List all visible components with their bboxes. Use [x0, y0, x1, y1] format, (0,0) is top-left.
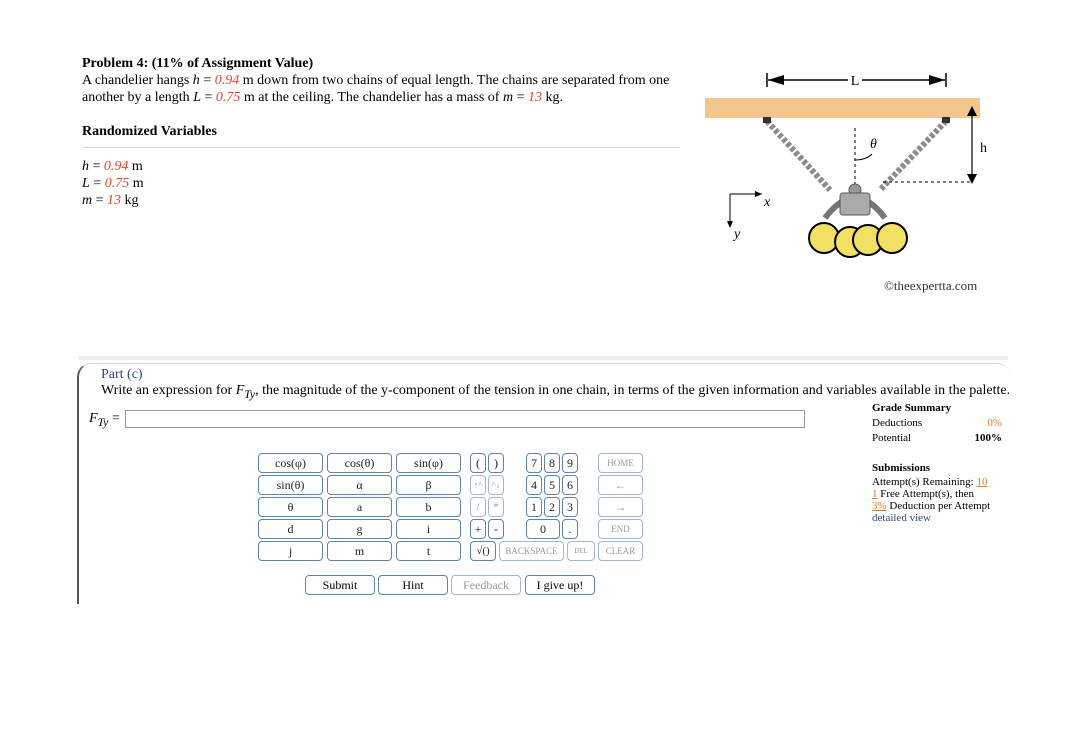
- bulb: [877, 223, 907, 253]
- attempts-remaining: [872, 476, 1002, 488]
- m-value: 13: [527, 90, 542, 105]
- key-decimal[interactable]: .: [562, 519, 578, 539]
- free-attempts-value: 1: [872, 488, 878, 500]
- key-delete[interactable]: DEL: [567, 541, 595, 561]
- key-b[interactable]: b: [396, 497, 461, 517]
- var-value: 13: [107, 193, 122, 208]
- key-raise[interactable]: ↑^: [470, 475, 486, 495]
- var-symbol: h: [82, 159, 89, 174]
- arrowhead: [755, 191, 762, 197]
- chain-mount: [942, 117, 950, 123]
- key-m[interactable]: m: [327, 541, 392, 561]
- problem-text-segment: m down from two chains of equal length. The chains are separated from one: [239, 73, 670, 88]
- hint-button[interactable]: Hint: [378, 575, 448, 595]
- key-right-arrow[interactable]: →: [598, 497, 643, 517]
- key-left-arrow[interactable]: ←: [598, 475, 643, 495]
- key-sin-theta[interactable]: sin(θ): [258, 475, 323, 495]
- equals-sign: =: [513, 90, 528, 105]
- key-0[interactable]: 0: [526, 519, 560, 539]
- feedback-button[interactable]: Feedback: [451, 575, 521, 595]
- bulb: [809, 223, 839, 253]
- answer-input[interactable]: [125, 410, 805, 428]
- problem-statement: [82, 72, 682, 106]
- grade-summary-title: Grade Summary: [872, 402, 952, 414]
- key-minus[interactable]: -: [488, 519, 504, 539]
- arrowhead: [768, 75, 784, 85]
- key-plus[interactable]: +: [470, 519, 486, 539]
- problem-text-segment: A chandelier hangs: [82, 73, 193, 88]
- deductions-row: [872, 417, 1002, 429]
- key-end[interactable]: END: [598, 519, 643, 539]
- free-attempts-label: Free Attempt(s), then: [877, 488, 975, 500]
- submit-button[interactable]: Submit: [305, 575, 375, 595]
- problem-text-segment: kg.: [541, 90, 563, 105]
- key-3[interactable]: 3: [562, 497, 578, 517]
- key-9[interactable]: 9: [562, 453, 578, 473]
- potential-row: [872, 432, 1002, 444]
- label-theta: θ: [870, 137, 877, 152]
- equals-sign: =: [108, 411, 120, 426]
- deductions-label: Deductions: [872, 417, 923, 429]
- key-open-paren[interactable]: (: [470, 453, 486, 473]
- problem-text-segment: m at the ceiling. The chandelier has a mass of: [240, 90, 503, 105]
- var-row-m: m = 13 kg: [82, 193, 139, 208]
- key-g[interactable]: g: [327, 519, 392, 539]
- arrowhead: [727, 221, 733, 228]
- part-label: Part (c): [101, 367, 143, 382]
- problem-line-1: [82, 72, 682, 89]
- key-backspace[interactable]: BACKSPACE: [499, 541, 564, 561]
- var-row-L: L = 0.75 m: [82, 176, 144, 191]
- var-value: 0.75: [104, 176, 130, 191]
- var-unit: kg: [124, 193, 139, 208]
- key-7[interactable]: 7: [526, 453, 542, 473]
- key-beta[interactable]: β: [396, 475, 461, 495]
- key-divide[interactable]: /: [470, 497, 486, 517]
- grade-summary: [872, 402, 1002, 524]
- figure-credit: ©theexpertta.com: [884, 278, 978, 293]
- var-symbol: m: [82, 193, 93, 208]
- key-4[interactable]: 4: [526, 475, 542, 495]
- key-j[interactable]: j: [258, 541, 323, 561]
- description-text: Write an expression for: [101, 383, 236, 398]
- var-symbol: L: [82, 176, 90, 191]
- problem-heading: Problem 4: (11% of Assignment Value): [82, 56, 314, 71]
- label-h: h: [980, 141, 987, 156]
- deductions-value: 0%: [987, 417, 1002, 429]
- var-row-h: h = 0.94 m: [82, 159, 143, 174]
- free-attempts: [872, 488, 1002, 500]
- label-x: x: [764, 195, 771, 210]
- var-unit: m: [132, 176, 144, 191]
- key-clear[interactable]: CLEAR: [598, 541, 643, 561]
- chandelier-body: [840, 193, 870, 215]
- problem-text-segment: another by a length: [82, 90, 194, 105]
- chandelier-figure: [700, 68, 1000, 298]
- section-divider: [78, 356, 1008, 360]
- equals-sign: =: [200, 90, 216, 105]
- label-L: L: [850, 74, 860, 89]
- key-1[interactable]: 1: [526, 497, 542, 517]
- chain-mount: [763, 117, 771, 123]
- deduction-value: 3%: [872, 500, 887, 512]
- key-a[interactable]: a: [327, 497, 392, 517]
- L-value: 0.75: [215, 90, 241, 105]
- potential-value: 100%: [974, 432, 1002, 444]
- randomized-variables-heading: Randomized Variables: [82, 124, 217, 139]
- key-5[interactable]: 5: [544, 475, 560, 495]
- ceiling: [705, 98, 980, 118]
- key-cos-theta[interactable]: cos(θ): [327, 453, 392, 473]
- key-sin-phi[interactable]: sin(φ): [396, 453, 461, 473]
- key-cos-phi[interactable]: cos(φ): [258, 453, 323, 473]
- submissions-title: Submissions: [872, 462, 931, 474]
- problem-line-2: [82, 89, 682, 106]
- force-subscript: Ty: [244, 387, 256, 401]
- key-6[interactable]: 6: [562, 475, 578, 495]
- label-y: y: [734, 227, 741, 242]
- arrowhead: [929, 75, 945, 85]
- description-text: , the magnitude of the y-component of the tension in one chain, in terms of the given information and variables available in the palette.: [255, 383, 1011, 398]
- chain-right: [880, 121, 946, 190]
- key-d[interactable]: d: [258, 519, 323, 539]
- force-subscript: Ty: [97, 415, 109, 429]
- chain-left: [767, 121, 830, 190]
- h-value: 0.94: [214, 73, 240, 88]
- equals-sign: =: [199, 73, 215, 88]
- deduction-label: Deduction per Attempt: [886, 500, 991, 512]
- force-symbol: F: [89, 411, 98, 426]
- theta-arc: [855, 154, 872, 160]
- attempts-remaining-label: Attempt(s) Remaining:: [872, 476, 977, 488]
- var-L-symbol: L: [193, 90, 201, 105]
- var-value: 0.94: [103, 159, 129, 174]
- key-lower[interactable]: ^↓: [488, 475, 504, 495]
- potential-label: Potential: [872, 432, 912, 444]
- var-m-symbol: m: [502, 90, 514, 105]
- divider: [82, 147, 680, 148]
- var-h-symbol: h: [192, 73, 200, 88]
- force-symbol: F: [235, 383, 245, 398]
- key-2[interactable]: 2: [544, 497, 560, 517]
- key-t[interactable]: t: [396, 541, 461, 561]
- key-8[interactable]: 8: [544, 453, 560, 473]
- give-up-button[interactable]: I give up!: [525, 575, 595, 595]
- deduction-per-attempt: [872, 500, 1002, 512]
- key-i[interactable]: i: [396, 519, 461, 539]
- part-description: [101, 383, 1010, 401]
- answer-label: [89, 411, 120, 429]
- key-close-paren[interactable]: ): [488, 453, 504, 473]
- key-home[interactable]: HOME: [598, 453, 643, 473]
- var-unit: m: [131, 159, 143, 174]
- key-alpha[interactable]: α: [327, 475, 392, 495]
- key-sqrt[interactable]: √(): [470, 541, 496, 561]
- attempts-remaining-value: 10: [976, 476, 988, 488]
- detailed-view-link[interactable]: detailed view: [872, 512, 931, 524]
- key-multiply[interactable]: *: [488, 497, 504, 517]
- key-theta[interactable]: θ: [258, 497, 323, 517]
